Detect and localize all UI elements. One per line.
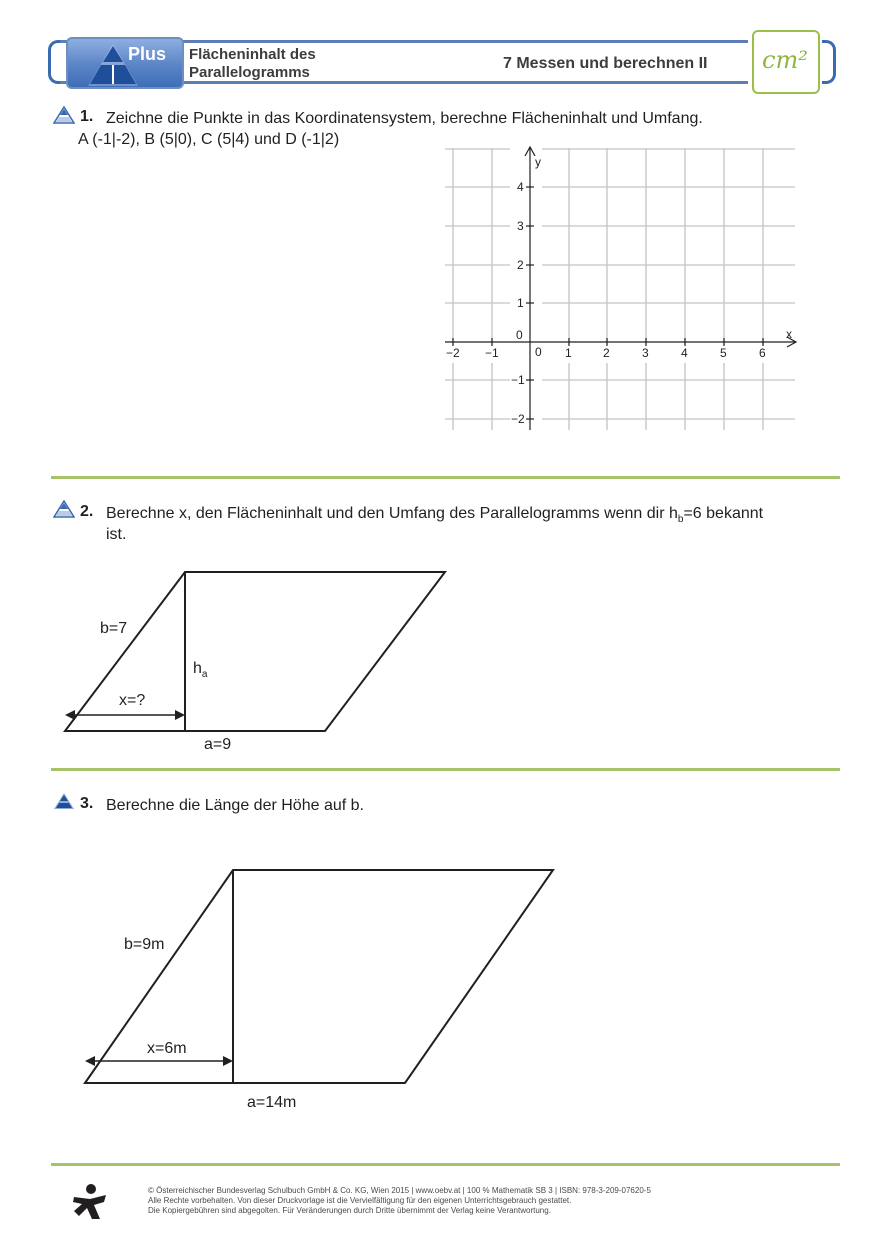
task2-label-h: [193, 660, 207, 680]
footer-copyright: [148, 1186, 651, 1216]
unit-logo-text: cm²: [762, 46, 808, 74]
task3-label-a: a=14m: [247, 1094, 297, 1111]
difficulty-1-icon: [53, 106, 75, 124]
y-tick-label: −1: [511, 373, 525, 387]
unit-logo: [752, 30, 820, 94]
x-axis-label: x: [786, 327, 792, 341]
task2-instruction-line2: ist.: [106, 526, 127, 543]
x-tick-label: 2: [603, 346, 610, 360]
publisher-logo-icon: [70, 1183, 110, 1223]
coordinate-system: [440, 140, 810, 435]
task2-text-post: =6 bekannt: [683, 505, 764, 522]
page-title-line2: Parallelogramms: [189, 64, 310, 81]
y-tick-label: −2: [511, 412, 525, 426]
plus-badge-label: Plus: [128, 44, 167, 64]
page-title-line1: Flächeninhalt des: [189, 46, 316, 63]
task1-number: 1.: [80, 108, 94, 125]
chapter-title: 7 Messen und berechnen II: [503, 55, 708, 72]
x-tick-label: 1: [565, 346, 572, 360]
x-tick-label: 4: [681, 346, 688, 360]
parallelogram-2: [55, 565, 455, 740]
footer-line1: © Österreichischer Bundesverlag Schulbuch GmbH & Co. KG, Wien 2015 | www.oebv.at | 100 % Mathematik SB 3 | ISBN: 978-3-209-07620-5: [148, 1186, 651, 1195]
section-divider-1: [51, 476, 840, 479]
plus-badge: [66, 37, 184, 89]
task1-points: A (-1|-2), B (5|0), C (5|4) und D (-1|2): [78, 131, 340, 148]
section-divider-3: [51, 1163, 840, 1166]
x-tick-label: −1: [485, 346, 499, 360]
task2-label-b: b=7: [100, 620, 128, 637]
task2-instruction: [106, 503, 763, 530]
y-tick-label: 1: [517, 296, 524, 310]
x-tick-label: 5: [720, 346, 727, 360]
task3-number: 3.: [80, 795, 94, 812]
difficulty-2-icon: [53, 500, 75, 518]
task2-label-h-sub: a: [201, 669, 208, 681]
task3-instruction: Berechne die Länge der Höhe auf b.: [106, 797, 364, 814]
y-tick-label: 4: [517, 180, 524, 194]
y-tick-label: 2: [517, 258, 524, 272]
task2-label-h-text: h: [193, 660, 202, 677]
page-title: [189, 46, 316, 82]
task1-instruction: Zeichne die Punkte in das Koordinatensystem, berechne Flächeninhalt und Umfang.: [106, 110, 703, 127]
x-tick-label: 6: [759, 346, 766, 360]
header-bracket-left: [48, 40, 62, 84]
y-tick-label: 3: [517, 219, 524, 233]
difficulty-3-icon: [53, 792, 75, 810]
y-axis-label: y: [535, 155, 541, 169]
header-bracket-right: [822, 40, 836, 84]
origin-label-x: 0: [535, 345, 542, 359]
task3-label-b: b=9m: [124, 936, 165, 953]
task2-number: 2.: [80, 503, 94, 520]
task2-text-pre: Berechne x, den Flächeninhalt und den Umfang des Parallelogramms wenn dir h: [106, 505, 678, 522]
footer-line2: Alle Rechte vorbehalten. Von dieser Druckvorlage ist die Vervielfältigung für den eigenen Unterrichtsgebrauch gestattet.: [148, 1196, 572, 1205]
task2-label-x: x=?: [119, 692, 146, 709]
task3-label-x: x=6m: [147, 1040, 187, 1057]
task2-label-a: a=9: [204, 736, 232, 753]
task2-text-sub: b: [677, 514, 684, 526]
section-divider-2: [51, 768, 840, 771]
x-tick-label: −2: [446, 346, 460, 360]
x-tick-label: 3: [642, 346, 649, 360]
footer-line3: Die Kopiergebühren sind abgegolten. Für Veränderungen durch Dritte übernimmt der Verlag keine Verantwortung.: [148, 1206, 551, 1215]
origin-label: 0: [516, 328, 523, 342]
